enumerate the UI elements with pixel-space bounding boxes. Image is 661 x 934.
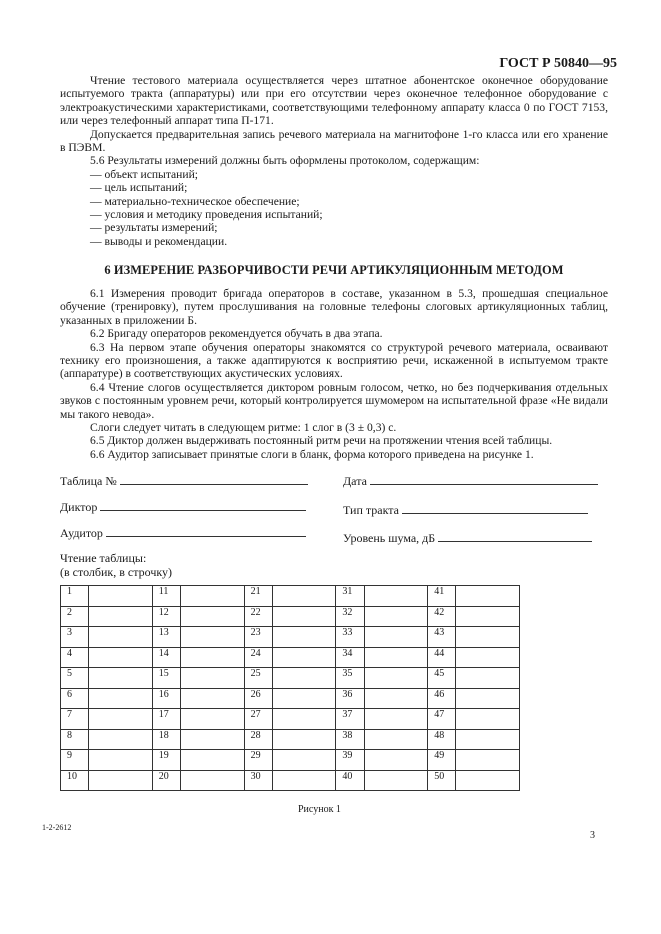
grid-number-cell: 49 [428, 750, 456, 771]
grid-number-cell: 2 [61, 606, 89, 627]
grid-answer-cell[interactable] [272, 668, 336, 689]
grid-number-cell: 14 [152, 647, 180, 668]
grid-number-cell: 13 [152, 627, 180, 648]
speaker-line[interactable] [100, 510, 306, 511]
grid-number-cell: 45 [428, 668, 456, 689]
protocol-item: — результаты измерений; [90, 221, 218, 235]
grid-answer-cell[interactable] [456, 647, 520, 668]
grid-answer-cell[interactable] [181, 627, 245, 648]
table-number-field [60, 474, 308, 489]
protocol-item: — выводы и рекомендации. [90, 234, 228, 248]
grid-number-cell: 22 [244, 606, 272, 627]
reading-mode-options: (в столбик, в строчку) [60, 565, 173, 579]
grid-number-cell: 29 [244, 750, 272, 771]
grid-answer-cell[interactable] [456, 627, 520, 648]
grid-number-cell: 9 [61, 750, 89, 771]
reading-mode-label: Чтение таблицы: [60, 551, 147, 565]
grid-number-cell: 41 [428, 586, 456, 607]
noise-level-line[interactable] [438, 541, 592, 542]
tract-type-line[interactable] [402, 513, 588, 514]
grid-number-cell: 1 [61, 586, 89, 607]
grid-number-cell: 36 [336, 688, 364, 709]
grid-answer-cell[interactable] [364, 627, 428, 648]
grid-number-cell: 16 [152, 688, 180, 709]
protocol-item: — объект испытаний; [90, 167, 199, 181]
grid-number-cell: 30 [244, 770, 272, 791]
grid-answer-cell[interactable] [181, 770, 245, 791]
protocol-item: — условия и методику проведения испытаний; [90, 208, 323, 222]
grid-number-cell: 47 [428, 709, 456, 730]
syllable-grid [60, 585, 520, 791]
grid-answer-cell[interactable] [272, 586, 336, 607]
auditor-field [60, 526, 306, 541]
tract-type-field [343, 503, 588, 518]
grid-row [61, 770, 520, 791]
grid-row [61, 709, 520, 730]
grid-answer-cell[interactable] [456, 750, 520, 771]
grid-number-cell: 48 [428, 729, 456, 750]
grid-answer-cell[interactable] [181, 688, 245, 709]
grid-number-cell: 19 [152, 750, 180, 771]
grid-answer-cell[interactable] [89, 647, 153, 668]
date-label: Дата [343, 474, 367, 488]
intro-block [60, 74, 608, 248]
grid-row [61, 750, 520, 771]
grid-answer-cell[interactable] [181, 606, 245, 627]
grid-answer-cell[interactable] [456, 668, 520, 689]
grid-answer-cell[interactable] [181, 586, 245, 607]
grid-answer-cell[interactable] [272, 627, 336, 648]
grid-answer-cell[interactable] [364, 586, 428, 607]
date-line[interactable] [370, 484, 598, 485]
grid-answer-cell[interactable] [364, 750, 428, 771]
grid-number-cell: 33 [336, 627, 364, 648]
section-paragraph: 6.5 Диктор должен выдерживать постоянный ритм речи на протяжении чтения всей таблицы. [90, 434, 553, 448]
grid-number-cell: 46 [428, 688, 456, 709]
section-body [60, 287, 608, 461]
section-paragraph: 6.1 Измерения проводит бригада операторов в составе, указанном в 5.3, прошедшая специальное обучение (тренировку), путем прослушивания на головные телефоны слоговых артикуляционных таблиц, указанных в приложении Б. [60, 287, 608, 327]
grid-answer-cell[interactable] [456, 688, 520, 709]
grid-number-cell: 3 [61, 627, 89, 648]
grid-answer-cell[interactable] [181, 709, 245, 730]
grid-number-cell: 40 [336, 770, 364, 791]
grid-answer-cell[interactable] [89, 606, 153, 627]
grid-answer-cell[interactable] [181, 647, 245, 668]
noise-level-label: Уровень шума, дБ [343, 531, 436, 545]
section-paragraph: 6.2 Бригаду операторов рекомендуется обучать в два этапа. [90, 327, 383, 341]
grid-number-cell: 38 [336, 729, 364, 750]
grid-number-cell: 35 [336, 668, 364, 689]
table-number-line[interactable] [120, 484, 308, 485]
grid-number-cell: 23 [244, 627, 272, 648]
intro-paragraph: Допускается предварительная запись речевого материала на магнитофоне 1-го класса или его хранение в ПЭВМ. [60, 127, 608, 155]
grid-answer-cell[interactable] [456, 606, 520, 627]
intro-paragraph: Чтение тестового материала осуществляется через штатное абонентское оконечное оборудование испытуемого тракта (аппаратуры) или при его отсутствии через оконечное телефонное оборудование с электроакустическими характеристиками, соответствующими телефонному аппарату класса 0 по ГОСТ 7153, или через телефонный аппарат типа П-171. [60, 74, 608, 128]
protocol-item: — материально-техническое обеспечение; [90, 194, 300, 208]
section-title: 6 ИЗМЕРЕНИЕ РАЗБОРЧИВОСТИ РЕЧИ АРТИКУЛЯЦИОННЫМ МЕТОДОМ [104, 263, 564, 277]
grid-answer-cell[interactable] [456, 709, 520, 730]
intro-paragraph: 5.6 Результаты измерений должны быть оформлены протоколом, содержащим: [90, 154, 480, 168]
grid-number-cell: 42 [428, 606, 456, 627]
grid-answer-cell[interactable] [89, 688, 153, 709]
grid-answer-cell[interactable] [89, 668, 153, 689]
grid-number-cell: 26 [244, 688, 272, 709]
grid-answer-cell[interactable] [364, 647, 428, 668]
grid-number-cell: 7 [61, 709, 89, 730]
grid-number-cell: 18 [152, 729, 180, 750]
page-number: 3 [590, 830, 595, 841]
grid-answer-cell[interactable] [364, 688, 428, 709]
grid-number-cell: 34 [336, 647, 364, 668]
grid-answer-cell[interactable] [364, 709, 428, 730]
grid-answer-cell[interactable] [181, 668, 245, 689]
grid-number-cell: 50 [428, 770, 456, 791]
date-field [343, 474, 598, 489]
table-number-label: Таблица № [60, 474, 117, 488]
grid-answer-cell[interactable] [272, 709, 336, 730]
grid-row [61, 668, 520, 689]
grid-row [61, 688, 520, 709]
grid-number-cell: 8 [61, 729, 89, 750]
grid-number-cell: 43 [428, 627, 456, 648]
grid-number-cell: 32 [336, 606, 364, 627]
grid-number-cell: 4 [61, 647, 89, 668]
grid-number-cell: 28 [244, 729, 272, 750]
grid-answer-cell[interactable] [272, 647, 336, 668]
grid-number-cell: 37 [336, 709, 364, 730]
grid-number-cell: 20 [152, 770, 180, 791]
grid-number-cell: 44 [428, 647, 456, 668]
section-paragraph: 6.4 Чтение слогов осуществляется диктором ровным голосом, четко, но без подчеркивания отдельных звуков с постоянным уровнем речи, который контролируется шумомером на испытательной фразе «Не видали мы такого невода». [60, 380, 608, 421]
grid-answer-cell[interactable] [272, 688, 336, 709]
section-paragraph: Слоги следует читать в следующем ритме: 1 слог в (3 ± 0,3) с. [90, 421, 397, 435]
grid-row [61, 627, 520, 648]
grid-number-cell: 6 [61, 688, 89, 709]
grid-number-cell: 17 [152, 709, 180, 730]
speaker-label: Диктор [60, 500, 98, 514]
grid-answer-cell[interactable] [456, 770, 520, 791]
grid-answer-cell[interactable] [364, 606, 428, 627]
grid-row [61, 729, 520, 750]
grid-row [61, 606, 520, 627]
grid-number-cell: 27 [244, 709, 272, 730]
grid-answer-cell[interactable] [89, 627, 153, 648]
grid-number-cell: 10 [61, 770, 89, 791]
section-paragraph: 6.6 Аудитор записывает принятые слоги в бланк, форма которого приведена на рисунке 1. [90, 447, 534, 461]
document-header: ГОСТ Р 50840—95 [499, 56, 617, 71]
section-paragraph: 6.3 На первом этапе обучения операторы знакомятся со структурой речевого материала, осваивают технику его произношения, а также адаптируются к восприятию речи, искаженной в испытуемом тракте (аппаратуре) в соответствующих акустических условиях. [60, 340, 608, 381]
grid-answer-cell[interactable] [89, 750, 153, 771]
grid-row [61, 586, 520, 607]
grid-answer-cell[interactable] [272, 770, 336, 791]
grid-answer-cell[interactable] [89, 729, 153, 750]
grid-row [61, 647, 520, 668]
grid-number-cell: 21 [244, 586, 272, 607]
grid-answer-cell[interactable] [181, 750, 245, 771]
grid-answer-cell[interactable] [364, 770, 428, 791]
figure-caption: Рисунок 1 [298, 804, 341, 815]
grid-number-cell: 15 [152, 668, 180, 689]
auditor-line[interactable] [106, 536, 306, 537]
grid-number-cell: 24 [244, 647, 272, 668]
auditor-label: Аудитор [60, 526, 103, 540]
protocol-item: — цель испытаний; [90, 181, 188, 195]
tract-type-label: Тип тракта [343, 503, 399, 517]
grid-answer-cell[interactable] [89, 586, 153, 607]
grid-answer-cell[interactable] [89, 770, 153, 791]
grid-answer-cell[interactable] [272, 729, 336, 750]
speaker-field [60, 500, 306, 515]
grid-number-cell: 11 [152, 586, 180, 607]
grid-answer-cell[interactable] [272, 606, 336, 627]
grid-number-cell: 31 [336, 586, 364, 607]
grid-number-cell: 5 [61, 668, 89, 689]
noise-level-field [343, 531, 592, 546]
grid-answer-cell[interactable] [272, 750, 336, 771]
grid-number-cell: 39 [336, 750, 364, 771]
grid-answer-cell[interactable] [456, 586, 520, 607]
grid-answer-cell[interactable] [181, 729, 245, 750]
grid-answer-cell[interactable] [364, 668, 428, 689]
grid-answer-cell[interactable] [364, 729, 428, 750]
grid-answer-cell[interactable] [89, 709, 153, 730]
grid-number-cell: 12 [152, 606, 180, 627]
grid-answer-cell[interactable] [456, 729, 520, 750]
reading-mode [60, 551, 172, 579]
grid-number-cell: 25 [244, 668, 272, 689]
footer-code: 1-2-2612 [42, 823, 72, 832]
